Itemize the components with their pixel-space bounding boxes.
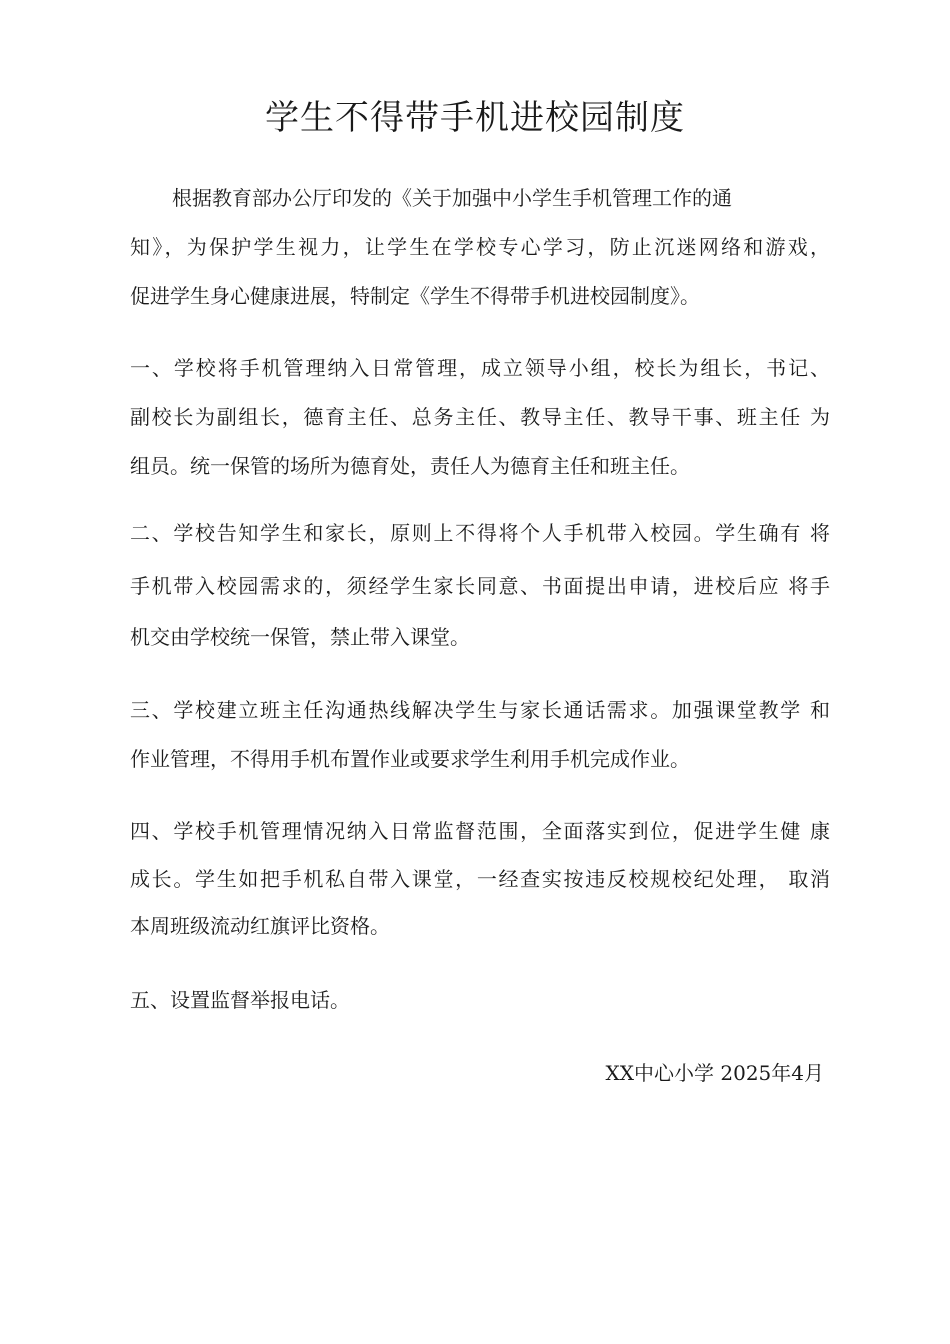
intro-line-1: 根据教育部办公厅印发的《关于加强中小学生手机管理工作的通 [172, 186, 732, 210]
clause-2-line-2: 手机带入校园需求的，须经学生家长同意、书面提出申请，进校后应 将手 [130, 574, 830, 598]
clause-3-line-1: 三、学校建立班主任沟通热线解决学生与家长通话需求。加强课堂教学 和 [130, 698, 830, 722]
clause-4-line-3: 本周班级流动红旗评比资格。 [130, 914, 390, 938]
clause-1-line-3: 组员。统一保管的场所为德育处，责任人为德育主任和班主任。 [130, 454, 690, 478]
clause-4-line-2: 成长。学生如把手机私自带入课堂，一经查实按违反校规校纪处理， 取消 [130, 867, 830, 891]
clause-2-line-1: 二、学校告知学生和家长，原则上不得将个人手机带入校园。学生确有 将 [130, 521, 830, 545]
clause-5-line-1: 五、设置监督举报电话。 [130, 988, 350, 1012]
document-title: 学生不得带手机进校园制度 [265, 98, 685, 138]
clause-3-line-2: 作业管理，不得用手机布置作业或要求学生利用手机完成作业。 [130, 747, 690, 771]
intro-line-2: 知》，为保护学生视力，让学生在学校专心学习，防止沉迷网络和游戏， [130, 235, 830, 259]
signature: XX中心小学 2025年4月 [605, 1061, 824, 1085]
intro-line-3: 促进学生身心健康进展，特制定《学生不得带手机进校园制度》。 [130, 284, 700, 308]
clause-1-line-2: 副校长为副组长，德育主任、总务主任、教导主任、教导干事、班主任 为 [130, 405, 830, 429]
clause-1-line-1: 一、学校将手机管理纳入日常管理，成立领导小组，校长为组长，书记、 [130, 356, 830, 380]
clause-4-line-1: 四、学校手机管理情况纳入日常监督范围，全面落实到位，促进学生健 康 [130, 819, 830, 843]
clause-2-line-3: 机交由学校统一保管，禁止带入课堂。 [130, 625, 470, 649]
